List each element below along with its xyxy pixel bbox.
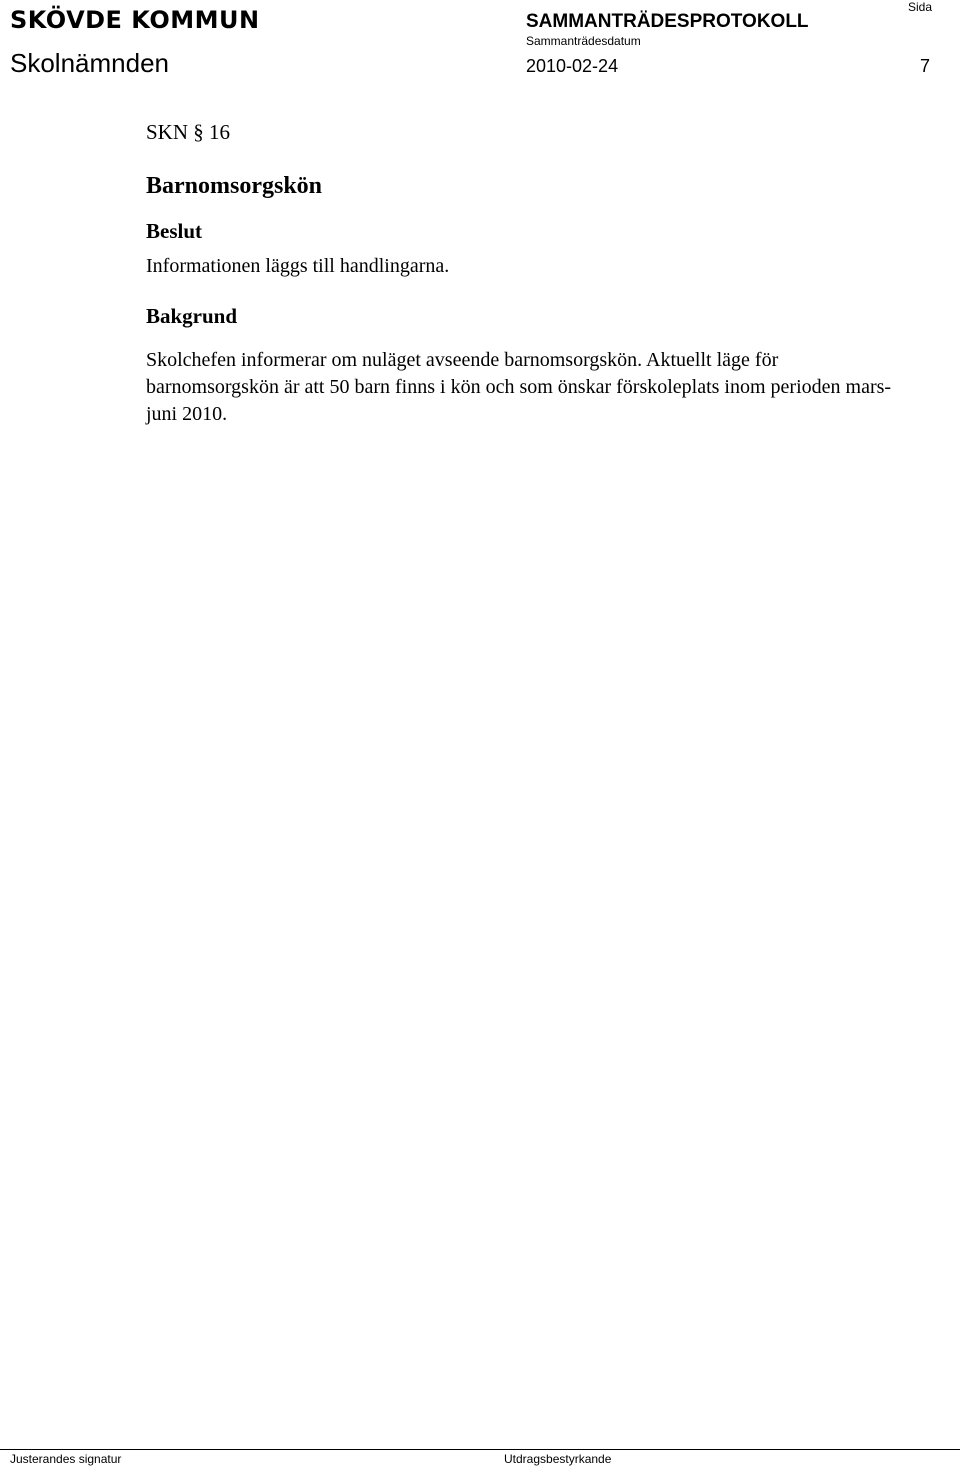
decision-heading: Beslut (146, 219, 203, 243)
organization-logo: SKÖVDE KOMMUN (10, 6, 260, 34)
meeting-date-label: Sammanträdesdatum (526, 34, 641, 48)
signature-label: Justerandes signatur (10, 1452, 122, 1466)
footer-divider (0, 1449, 960, 1450)
document-type: SAMMANTRÄDESPROTOKOLL (526, 11, 809, 32)
meeting-date: 2010-02-24 (526, 56, 619, 76)
item-title: Barnomsorgskön (146, 173, 323, 199)
background-heading: Bakgrund (146, 304, 238, 328)
decision-text: Informationen läggs till handlingarna. (146, 255, 450, 277)
background-text: Skolchefen informerar om nuläget avseende barnomsorgskön. Aktuellt läge för barnomsorgskön är att 50 barn finns i kön och som önskar förskoleplats inom perioden mars-juni 2010. (146, 349, 892, 425)
committee-name: Skolnämnden (10, 48, 169, 78)
certification-label: Utdragsbestyrkande (504, 1452, 612, 1466)
protocol-item (146, 117, 906, 428)
page-number: 7 (920, 56, 931, 76)
page-label: Sida (908, 0, 933, 14)
section-reference: SKN § 16 (146, 120, 231, 144)
